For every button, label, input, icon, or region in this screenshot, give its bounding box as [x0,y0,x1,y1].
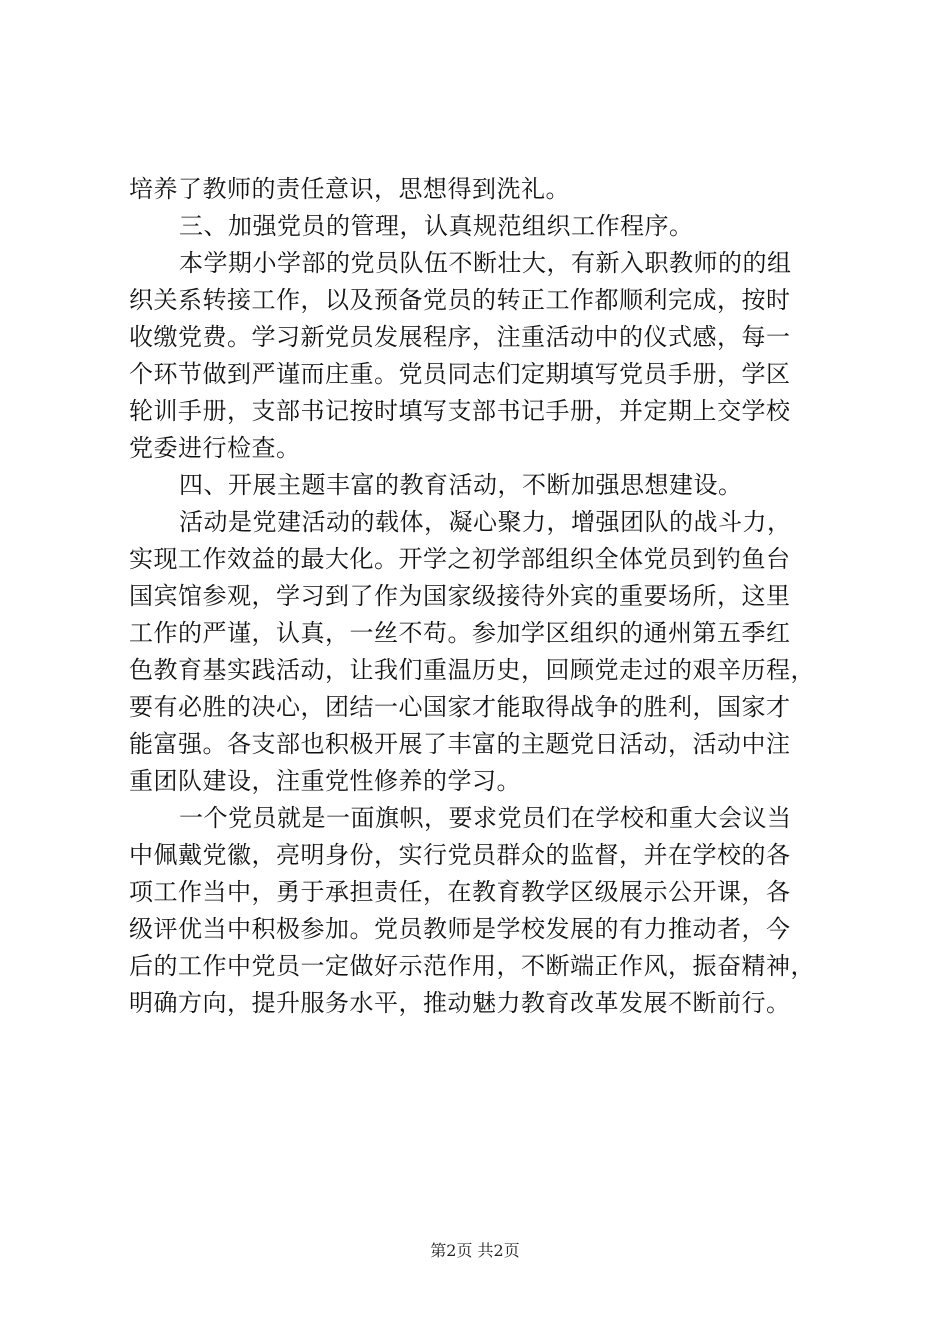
text-line: 要有必胜的决心，团结一心国家才能取得战争的胜利，国家才 [129,693,791,721]
text-line: 党委进行检查。 [129,434,301,462]
text-line: 后的工作中党员一定做好示范作用，不断端正作风，振奋精神， [129,952,815,980]
text-line: 国宾馆参观，学习到了作为国家级接待外宾的重要场所，这里 [129,582,791,610]
document-body [129,171,829,1022]
text-line: 重团队建设，注重党性修养的学习。 [129,767,521,795]
text-line: 级评优当中积极参加。党员教师是学校发展的有力推动者，今 [129,915,791,943]
section-heading: 四、开展主题丰富的教育活动，不断加强思想建设。 [179,471,743,499]
page-number-footer: 第2页 共2页 [430,1241,520,1260]
text-line: 轮训手册，支部书记按时填写支部书记手册，并定期上交学校 [129,397,791,425]
text-line: 织关系转接工作，以及预备党员的转正工作都顺利完成，按时 [129,286,791,314]
section-heading: 三、加强党员的管理，认真规范组织工作程序。 [179,212,694,240]
text-line: 实现工作效益的最大化。开学之初学部组织全体党员到钓鱼台 [129,545,791,573]
text-line: 本学期小学部的党员队伍不断壮大，有新入职教师的的组 [179,249,792,277]
text-line: 活动是党建活动的载体，凝心聚力，增强团队的战斗力， [179,508,792,536]
text-line: 收缴党费。学习新党员发展程序，注重活动中的仪式感，每一 [129,323,791,351]
text-line: 个环节做到严谨而庄重。党员同志们定期填写党员手册，学区 [129,360,791,388]
text-line: 培养了教师的责任意识，思想得到洗礼。 [129,175,570,203]
text-line: 能富强。各支部也积极开展了丰富的主题党日活动，活动中注 [129,730,791,758]
text-line: 色教育基实践活动，让我们重温历史，回顾党走过的艰辛历程， [129,656,815,684]
text-line: 一个党员就是一面旗帜，要求党员们在学校和重大会议当 [179,804,792,832]
text-line: 明确方向，提升服务水平，推动魅力教育改革发展不断前行。 [129,989,791,1017]
text-line: 工作的严谨，认真，一丝不苟。参加学区组织的通州第五季红 [129,619,791,647]
text-line: 中佩戴党徽，亮明身份，实行党员群众的监督，并在学校的各 [129,841,791,869]
text-line: 项工作当中，勇于承担责任，在教育教学区级展示公开课，各 [129,878,791,906]
